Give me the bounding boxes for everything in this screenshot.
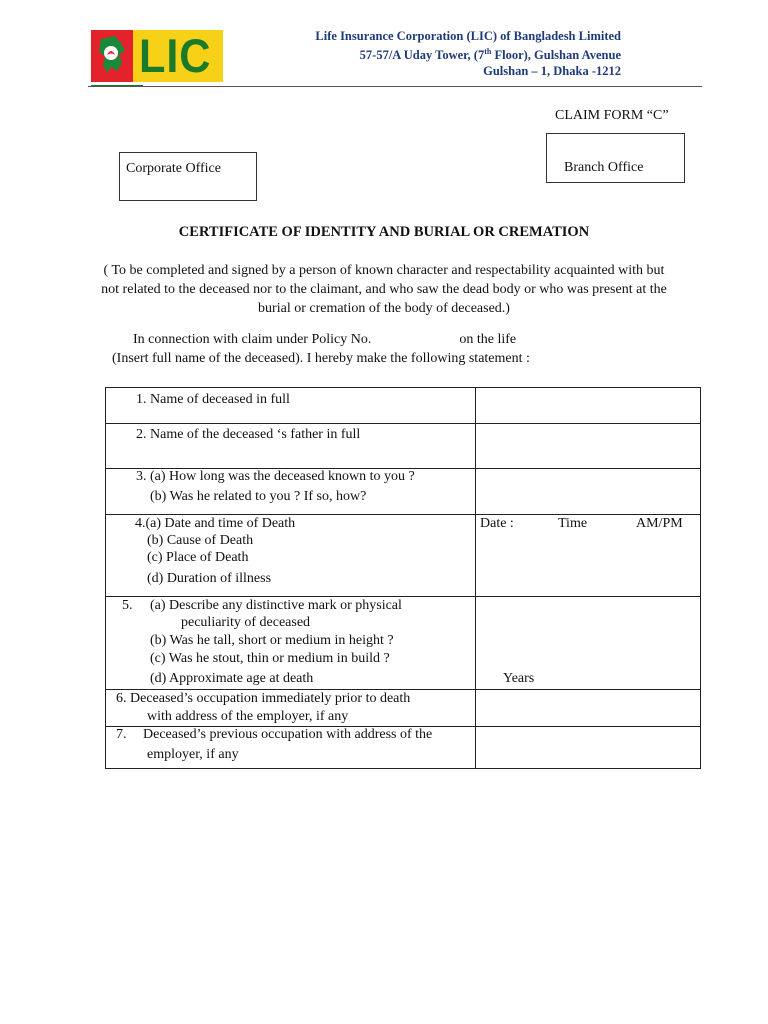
- branch-office-box[interactable]: [546, 133, 685, 183]
- statement-table: [105, 387, 701, 769]
- question-5d: (d) Approximate age at death: [150, 671, 314, 686]
- question-1: 1. Name of deceased in full: [136, 392, 290, 407]
- connection-text-part1: In connection with claim under Policy No.: [133, 332, 372, 347]
- connection-text-part2: on the life: [459, 332, 517, 347]
- header-divider: [88, 86, 702, 87]
- address-line-2: Gulshan – 1, Dhaka -1212: [483, 64, 621, 79]
- question-7-number: 7.: [116, 727, 127, 742]
- question-7: Deceased’s previous occupation with address of the: [143, 727, 433, 742]
- time-label: Time: [558, 516, 588, 531]
- question-4c: (c) Place of Death: [147, 550, 249, 565]
- address-line-1: 57-57/A Uday Tower, (7th Floor), Gulshan Avenue: [359, 47, 621, 63]
- answer-1-field[interactable]: [476, 388, 701, 423]
- answer-3-field[interactable]: [476, 469, 701, 514]
- question-7-cont: employer, if any: [147, 747, 239, 762]
- date-label: Date :: [480, 516, 514, 531]
- question-4b: (b) Cause of Death: [147, 533, 254, 548]
- corporate-office-box[interactable]: [119, 152, 257, 201]
- corporate-office-label: Corporate Office: [126, 161, 221, 176]
- logo-text: LIC: [139, 29, 212, 82]
- question-3b: (b) Was he related to you ? If so, how?: [150, 489, 367, 504]
- question-3a: 3. (a) How long was the deceased known to you ?: [136, 469, 415, 484]
- bangladesh-map-icon: [95, 33, 129, 77]
- question-4d: (d) Duration of illness: [147, 571, 272, 586]
- question-6-cont: with address of the employer, if any: [147, 709, 349, 724]
- connection-statement-line1: [133, 332, 516, 348]
- years-label: Years: [503, 671, 535, 686]
- instructions-paragraph: ( To be completed and signed by a person of known character and respectability acquainted with but not related to the deceased nor to the claimant, and who saw the dead body or who was present at the burial or cremation of the body of deceased.): [101, 263, 667, 316]
- question-5-number: 5.: [122, 598, 133, 613]
- lic-logo: [91, 30, 223, 90]
- page-title: CERTIFICATE OF IDENTITY AND BURIAL OR CREMATION: [178, 224, 590, 240]
- connection-statement-line2: (Insert full name of the deceased). I hereby make the following statement :: [112, 351, 530, 366]
- question-5a-cont: peculiarity of deceased: [181, 615, 311, 630]
- answer-6-field[interactable]: [476, 690, 701, 726]
- question-5a: (a) Describe any distinctive mark or physical: [150, 598, 402, 613]
- claim-form-label: CLAIM FORM “C”: [555, 108, 669, 123]
- branch-office-label: Branch Office: [564, 160, 644, 175]
- company-name: Life Insurance Corporation (LIC) of Bangladesh Limited: [315, 29, 621, 43]
- ampm-label: AM/PM: [636, 516, 683, 531]
- question-6: 6. Deceased’s occupation immediately prior to death: [116, 691, 411, 706]
- answer-2-field[interactable]: [476, 424, 701, 468]
- question-5b: (b) Was he tall, short or medium in height ?: [150, 633, 394, 648]
- answer-7-field[interactable]: [476, 727, 701, 768]
- question-4a: 4.(a) Date and time of Death: [135, 516, 296, 531]
- company-address: [315, 28, 621, 79]
- question-5c: (c) Was he stout, thin or medium in build ?: [150, 651, 390, 666]
- question-2: 2. Name of the deceased ‘s father in full: [136, 427, 361, 442]
